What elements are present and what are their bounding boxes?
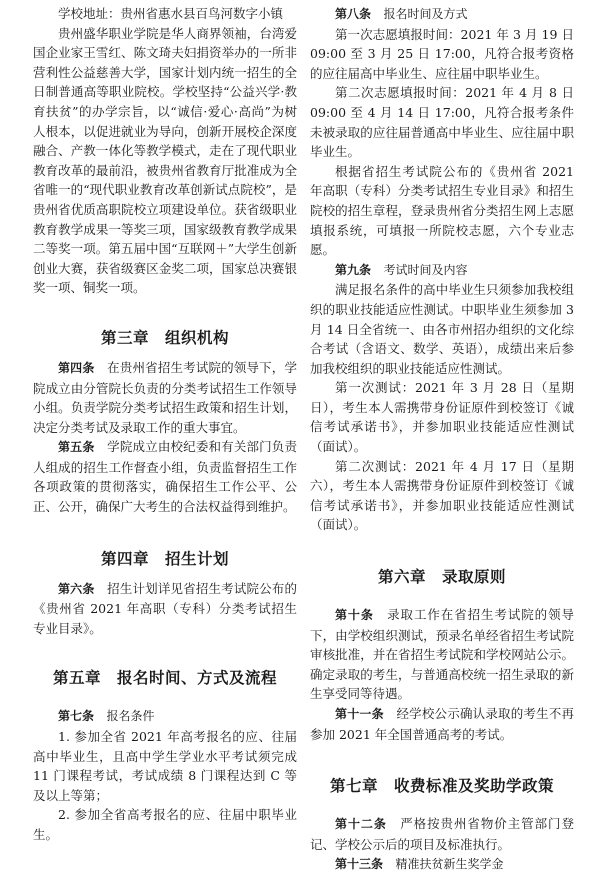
article-13-subtitle: 精准扶贫新生奖学金 [395,857,504,872]
article-5-title: 第五条 [58,440,95,455]
chapter-3-heading: 第三章 组织机构 [100,328,229,347]
article-9-subtitle: 考试时间及内容 [383,262,468,277]
article-8-subtitle: 报名时间及方式 [383,7,468,21]
right-column [310,0,574,875]
chapter-7-heading: 第七章 收费标准及奖助学政策 [329,777,554,796]
left-column [33,0,297,845]
article-6-text: 招生计划详见省招生考试院公布的《贵州省 2021 年高职（专科）分类考试招生专业目录》。 [33,580,297,636]
article-9-title: 第九条 [335,262,372,277]
article-7-subtitle: 报名条件 [106,709,155,724]
article-13 [310,854,574,875]
article-7 [33,706,297,727]
article-5-text: 学院成立由校纪委和有关部门负责人组成的招生工作督查小组，负责监督招生工作各项政策的贯彻落实，确保招生工作公平、公正、公开，确保广大考生的合法权益得到维护。 [33,439,297,515]
article-7-item-1: 1. 参加全省 2021 年高考报名的应、往届高中毕业生，且高中学生学业水平考试须完成 11 门课程考试，考试成绩 8 门课程达到 C 等及以上等第； [33,729,297,803]
article-11 [310,704,574,744]
article-9-paragraph-3: 第二次测试：2021 年 4 月 17 日（星期六），考生本人需携带身份证原件到校签订《诚信考试承诺书》，并参加职业技能适应性测试（面试）。 [310,458,574,533]
intro-paragraph: 贵州盛华职业学院是华人商界领袖，台湾爱国企业家王雪红、陈文琦夫妇捐资举办的一所非营利性公益慈善大学，国家计划内统一招生的全日制普通高等职业院校。学校坚持“公益兴学·教育扶贫”的办学宗旨，以“诚信·爱心·高尚”为树人根本，以促进就业为导向，创新开展校企深度融合、产教一体化等教学模式，走在了现代职业教育改革的最前沿，被贵州省教育厅批准成为全省唯一的“现代职业教育改革创新试点院校”，是贵州省优质高职院校立项建设单位。获省级职业教育教学成果一等奖三项，国家级教育教学成果二等奖一项。第五届中国“互联网＋”大学生创新创业大赛，获省级赛区金奖二项，国家总决赛银奖一项、铜奖一项。 [33,25,297,296]
article-4-title: 第四条 [58,360,95,375]
article-12 [310,814,574,854]
article-11-title: 第十一条 [335,707,384,721]
article-6-title: 第六条 [58,581,95,596]
article-10-title: 第十条 [335,608,374,623]
article-9-paragraph-2: 第一次测试：2021 年 3 月 28 日（星期日），考生本人需携带身份证原件到校签订《诚信考试承诺书》，并参加职业技能适应性测试（面试）。 [310,380,574,455]
chapter-6-heading: 第六章 录取原则 [377,568,506,587]
article-8-paragraph-2: 第二次志愿填报时间：2021 年 4 月 8 日 09:00 至 4 月 14 日 17:00，凡符合报考条件未被录取的应往届普通高中毕业生、应往届中职毕业生。 [310,85,574,160]
article-8-title: 第八条 [335,7,372,21]
article-12-title: 第十二条 [335,817,387,832]
article-12-text: 严格按贵州省物价主管部门登记、学校公示后的项目及标准执行。 [310,816,574,852]
article-13-title: 第十三条 [335,857,384,872]
article-9 [310,260,574,281]
article-10 [310,605,574,704]
article-9-paragraph-1: 满足报名条件的高中毕业生只须参加我校组织的职业技能适应性测试。中职毕业生须参加 3 月 14 日全省统一、由各市州招办组织的文化综合考试（含语文、数学、英语），成绩出来后参加我校组织的职业技能适应性测试。 [310,282,574,376]
article-4-text: 在贵州省招生考试院的领导下，学院成立由分管院长负责的分类考试招生工作领导小组。负责学院分类考试招生政策和招生计划，决定分类考试及录取工作的重大事宜。 [33,359,297,435]
article-4 [33,358,297,437]
article-7-item-2: 2. 参加全省高考报名的应、往届中职毕业生。 [33,807,297,842]
chapter-5-heading: 第五章 报名时间、方式及流程 [52,669,277,688]
article-6 [33,579,297,639]
chapter-4-heading: 第四章 招生计划 [100,549,229,568]
article-11-text: 经学校公示确认录取的考生不再参加 2021 年全国普通高考的考试。 [310,706,574,742]
article-8-paragraph-3: 根据省招生考试院公布的《贵州省 2021 年高职（专科）分类考试招生专业目录》和招生院校的招生章程，登录贵州省分类招生网上志愿填报系统，可填报一所院校志愿，六个专业志愿。 [310,163,574,258]
article-7-title: 第七条 [58,709,95,724]
article-10-text: 录取工作在省招生考试院的领导下，由学校组织测试，预录名单经省招生考试院审核批准，并在省招生考试院和学校网站公示。确定录取的考生，与普通高校统一招生录取的新生享受同等待遇。 [310,607,574,702]
article-5 [33,437,297,516]
article-8 [310,4,574,25]
school-address: 学校地址：贵州省惠水县百鸟河数字小镇 [58,6,284,21]
article-8-paragraph-1: 第一次志愿填报时间：2021 年 3 月 19 日 09:00 至 3 月 25 日 17:00，凡符合报考资格的应往届高中毕业生、应往届中职毕业生。 [310,26,574,81]
